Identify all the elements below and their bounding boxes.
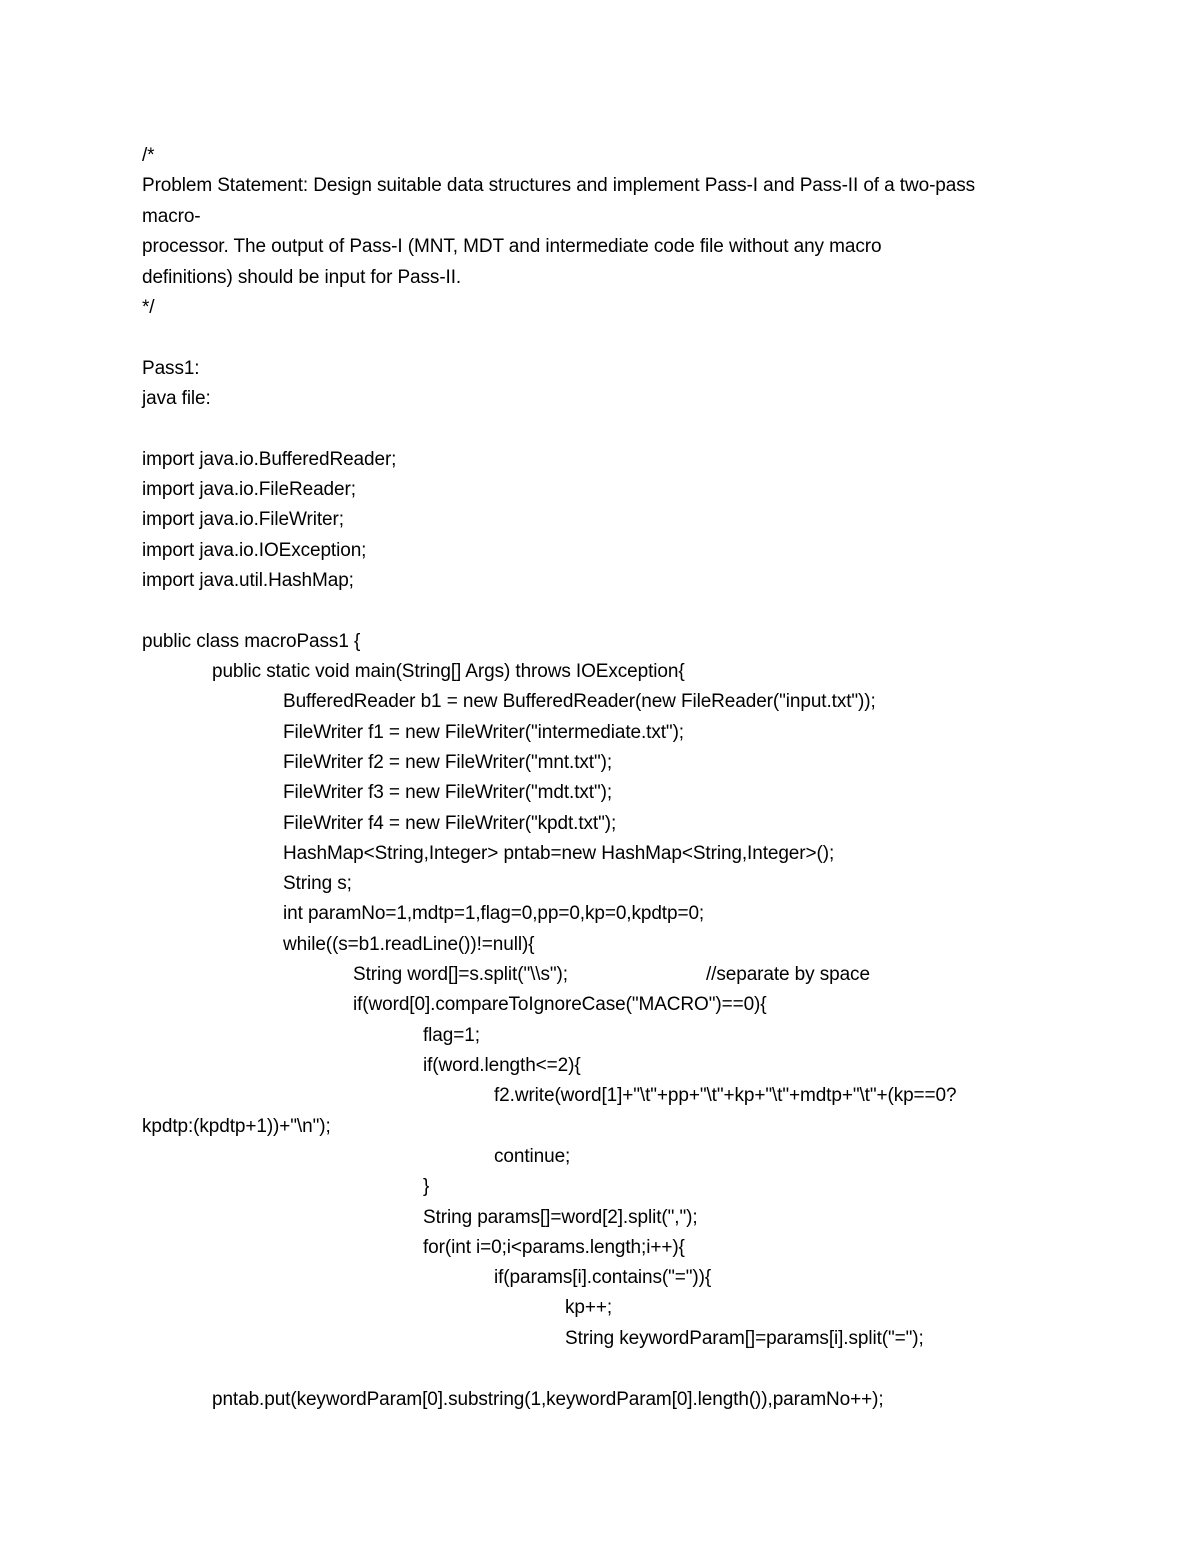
problem-statement-line-1: Problem Statement: Design suitable data structures and implement Pass-I and Pass-II of a two-pass [142,175,976,196]
code-line: FileWriter f1 = new FileWriter("intermediate.txt"); [283,722,684,743]
code-import-line: import java.util.HashMap; [142,570,354,591]
section-subheading-java-file: java file: [142,388,211,409]
code-line: flag=1; [423,1025,480,1046]
problem-statement-line-3: processor. The output of Pass-I (MNT, MDT and intermediate code file without any macro [142,236,882,257]
code-line: String keywordParam[]=params[i].split("="); [565,1328,924,1349]
code-while-loop: while((s=b1.readLine())!=null){ [283,934,535,955]
problem-statement-line-4: definitions) should be input for Pass-II. [142,267,462,288]
code-line: HashMap<String,Integer> pntab=new HashMap<String,Integer>(); [283,843,835,864]
code-line: String word[]=s.split("\\s"); [353,964,568,985]
code-closing-brace: } [423,1176,430,1197]
code-line: FileWriter f4 = new FileWriter("kpdt.txt"); [283,813,617,834]
code-for-loop: for(int i=0;i<params.length;i++){ [423,1237,685,1258]
code-line: FileWriter f3 = new FileWriter("mdt.txt"); [283,782,612,803]
code-import-line: import java.io.FileWriter; [142,509,344,530]
code-line: pntab.put(keywordParam[0].substring(1,keywordParam[0].length()),paramNo++); [212,1389,884,1410]
code-line: String s; [283,873,352,894]
code-main-method: public static void main(String[] Args) throws IOException{ [212,661,685,682]
code-line: String params[]=word[2].split(","); [423,1207,698,1228]
code-line: BufferedReader b1 = new BufferedReader(new FileReader("input.txt")); [283,691,876,712]
code-if-statement: if(word.length<=2){ [423,1055,581,1076]
code-line: f2.write(word[1]+"\t"+pp+"\t"+kp+"\t"+mdtp+"\t"+(kp==0? [494,1085,957,1106]
problem-statement-line-2: macro- [142,206,201,227]
code-line: kp++; [565,1297,613,1318]
section-heading-pass1: Pass1: [142,358,200,379]
code-if-statement: if(word[0].compareToIgnoreCase("MACRO")==0){ [353,994,767,1015]
code-line: FileWriter f2 = new FileWriter("mnt.txt"); [283,752,612,773]
code-line: continue; [494,1146,571,1167]
code-import-line: import java.io.FileReader; [142,479,356,500]
code-if-statement: if(params[i].contains("=")){ [494,1267,712,1288]
code-inline-comment: //separate by space [706,964,870,985]
comment-open: /* [142,145,155,166]
code-class-declaration: public class macroPass1 { [142,631,361,652]
code-import-line: import java.io.BufferedReader; [142,449,397,470]
code-line: int paramNo=1,mdtp=1,flag=0,pp=0,kp=0,kpdtp=0; [283,903,705,924]
comment-close: */ [142,297,155,318]
code-line-wrapped: kpdtp:(kpdtp+1))+"\n"); [142,1116,331,1137]
code-import-line: import java.io.IOException; [142,540,367,561]
